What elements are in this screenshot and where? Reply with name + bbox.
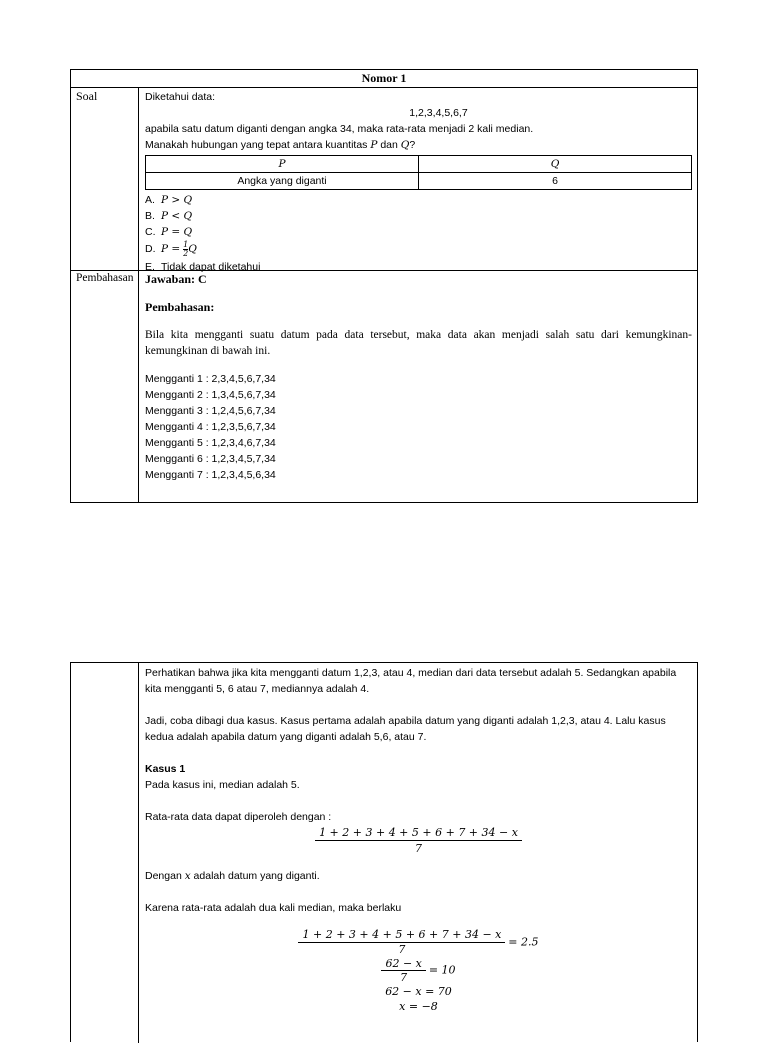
list-item: Mengganti 1 : 2,3,4,5,6,7,34 [145,373,276,385]
soal-line3: Manakah hubungan yang tepat antara kuantitas P dan Q? [145,139,416,151]
pembahasan-row [71,270,697,502]
dengan-line: Dengan x adalah datum yang diganti. [145,870,320,882]
pembahasan-content [140,270,697,502]
soal-intro: Diketahui data: [145,91,216,103]
list-item: Mengganti 5 : 1,2,3,4,6,7,34 [145,437,276,449]
option-d-fraction: $\frac{1}{2}$ [183,239,189,258]
list-item: Mengganti 4 : 1,2,3,5,6,7,34 [145,421,276,433]
continuation-table [70,662,698,1042]
rata-line: Rata-rata data dapat diperoleh dengan : [145,811,332,823]
soal-line2: apabila satu datum diganti dengan angka 34, maka rata-rata menjadi 2 kali median. [145,123,534,135]
page-2 [0,630,768,1024]
replacement-list [145,371,692,483]
kasus-line: Pada kasus ini, median adalah 5. [145,779,300,791]
soal-label: Soal [71,87,139,270]
kasus-title: Kasus 1 [145,763,186,775]
continuation-content [140,663,697,1043]
option-b: B. P < Q [145,210,193,222]
equation-2: $\frac{62 - x}{7}$ = 10 [145,957,692,984]
pq-table [145,155,692,190]
pq-head-p: P [146,156,419,173]
option-d: D. P = $\frac{1}{2}$ Q [145,239,197,258]
paragraph-1: Perhatikan bahwa jika kita mengganti datum 1,2,3, atau 4, median dari data tersebut adalah 5. Sedangkan apabila kita mengganti 5, 6 atau 7, mediannya adalah 4. [145,667,677,695]
soal-row [71,87,697,271]
paragraph-2: Jadi, coba dibagi dua kasus. Kasus pertama adalah apabila datum yang diganti adalah 1,2,3, atau 4. Lalu kasus kedua adalah apabila datum yang diganti adalah 5,6, atau 7. [145,715,666,743]
pembahasan-label: Pembahasan [71,270,139,502]
header-title: Nomor 1 [361,71,407,85]
pq-cell-p: Angka yang diganti [146,173,419,190]
pq-cell-q: 6 [419,173,692,190]
pq-head-q: Q [419,156,692,173]
option-e: E. Tidak dapat diketahui [145,261,261,273]
fraction-1: $\frac{1 + 2 + 3 + 4 + 5 + 6 + 7 + 34 - x}{7}$ [145,825,692,856]
option-a: A. P > Q [145,194,193,206]
question-table [70,69,698,503]
soal-content [140,87,697,273]
jawaban: Jawaban: C [145,272,207,286]
pembahasan-paragraph: Bila kita mengganti suatu datum pada data tersebut, maka data akan menjadi salah satu dari kemungkinan-kemungkinan di bawah ini. [145,329,692,357]
equation-4: x = −8 [399,1000,438,1013]
list-item: Mengganti 3 : 1,2,4,5,6,7,34 [145,405,276,417]
pembahasan-heading: Pembahasan: [145,300,215,314]
list-item: Mengganti 2 : 1,3,4,5,6,7,34 [145,389,276,401]
table-header [71,70,697,88]
list-item: Mengganti 7 : 1,2,3,4,5,6,34 [145,469,276,481]
equation-1: $\frac{1 + 2 + 3 + 4 + 5 + 6 + 7 + 34 - x}{7}$ = 2.5 [145,928,692,957]
soal-data: 1,2,3,4,5,6,7 [409,107,468,119]
equation-3: 62 − x = 70 [385,985,452,998]
karena-line: Karena rata-rata adalah dua kali median, maka berlaku [145,902,402,914]
option-c: C. P = Q [145,226,193,238]
list-item: Mengganti 6 : 1,2,3,4,5,7,34 [145,453,276,465]
continuation-label-cell [71,663,139,1043]
